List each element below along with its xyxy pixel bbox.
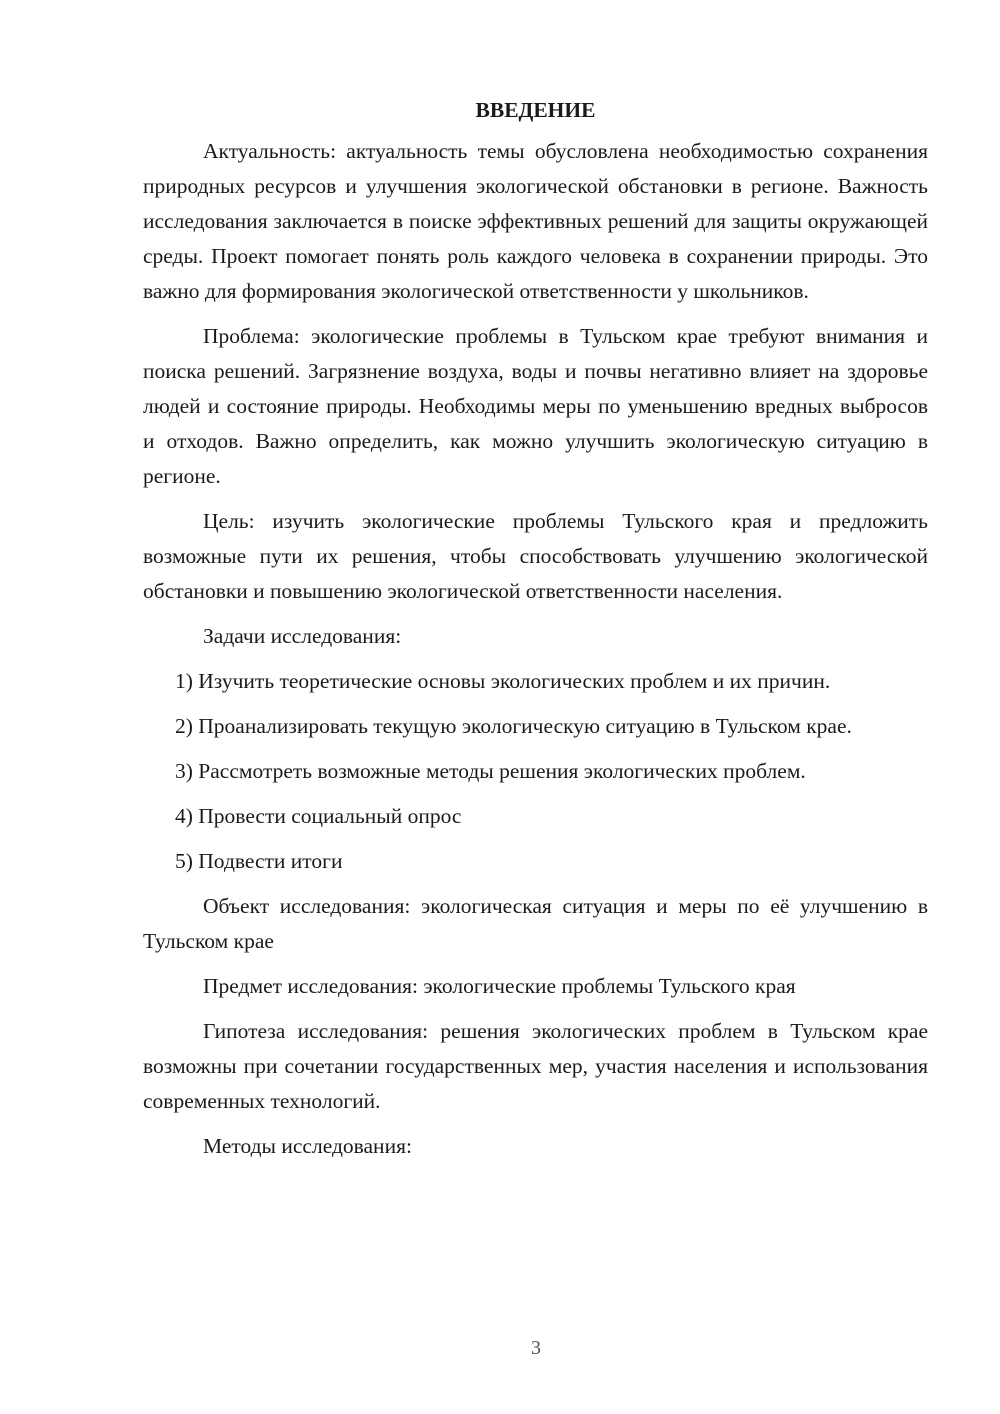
- problem-paragraph: Проблема: экологические проблемы в Тульском крае требуют внимания и поиска решений. Загрязнение воздуха, воды и почвы негативно влияет на здоровье людей и состояние природы. Необходимы меры по уменьшению вредных выбросов и отходов. Важно определить, как можно улучшить экологическую ситуацию в регионе.: [143, 324, 928, 488]
- page-number: 3: [531, 1337, 541, 1359]
- section-heading: ВВЕДЕНИЕ: [475, 98, 596, 122]
- task-item: 1) Изучить теоретические основы экологических проблем и их причин.: [175, 669, 831, 693]
- task-item: 2) Проанализировать текущую экологическую ситуацию в Тульском крае.: [175, 714, 852, 738]
- relevance-paragraph: Актуальность: актуальность темы обусловлена необходимостью сохранения природных ресурсов и улучшения экологической обстановки в регионе. Важность исследования заключается в поиске эффективных решений для защиты окружающей среды. Проект помогает понять роль каждого человека в сохранении природы. Это важно для формирования экологической ответственности у школьников.: [143, 139, 928, 303]
- goal-paragraph: Цель: изучить экологические проблемы Тульского края и предложить возможные пути их решения, чтобы способствовать улучшению экологической обстановки и повышению экологической ответственности населения.: [143, 509, 928, 603]
- methods-title: Методы исследования:: [203, 1134, 412, 1158]
- task-item: 3) Рассмотреть возможные методы решения экологических проблем.: [175, 759, 806, 783]
- page-content: [143, 92, 928, 1174]
- task-item: 5) Подвести итоги: [175, 849, 343, 873]
- hypothesis-paragraph: Гипотеза исследования: решения экологических проблем в Тульском крае возможны при сочетании государственных мер, участия населения и использования современных технологий.: [143, 1019, 928, 1113]
- task-item: 4) Провести социальный опрос: [175, 804, 462, 828]
- tasks-title: Задачи исследования:: [203, 624, 402, 648]
- subject-paragraph: Предмет исследования: экологические проблемы Тульского края: [203, 974, 796, 998]
- object-paragraph: Объект исследования: экологическая ситуация и меры по её улучшению в Тульском крае: [143, 894, 928, 953]
